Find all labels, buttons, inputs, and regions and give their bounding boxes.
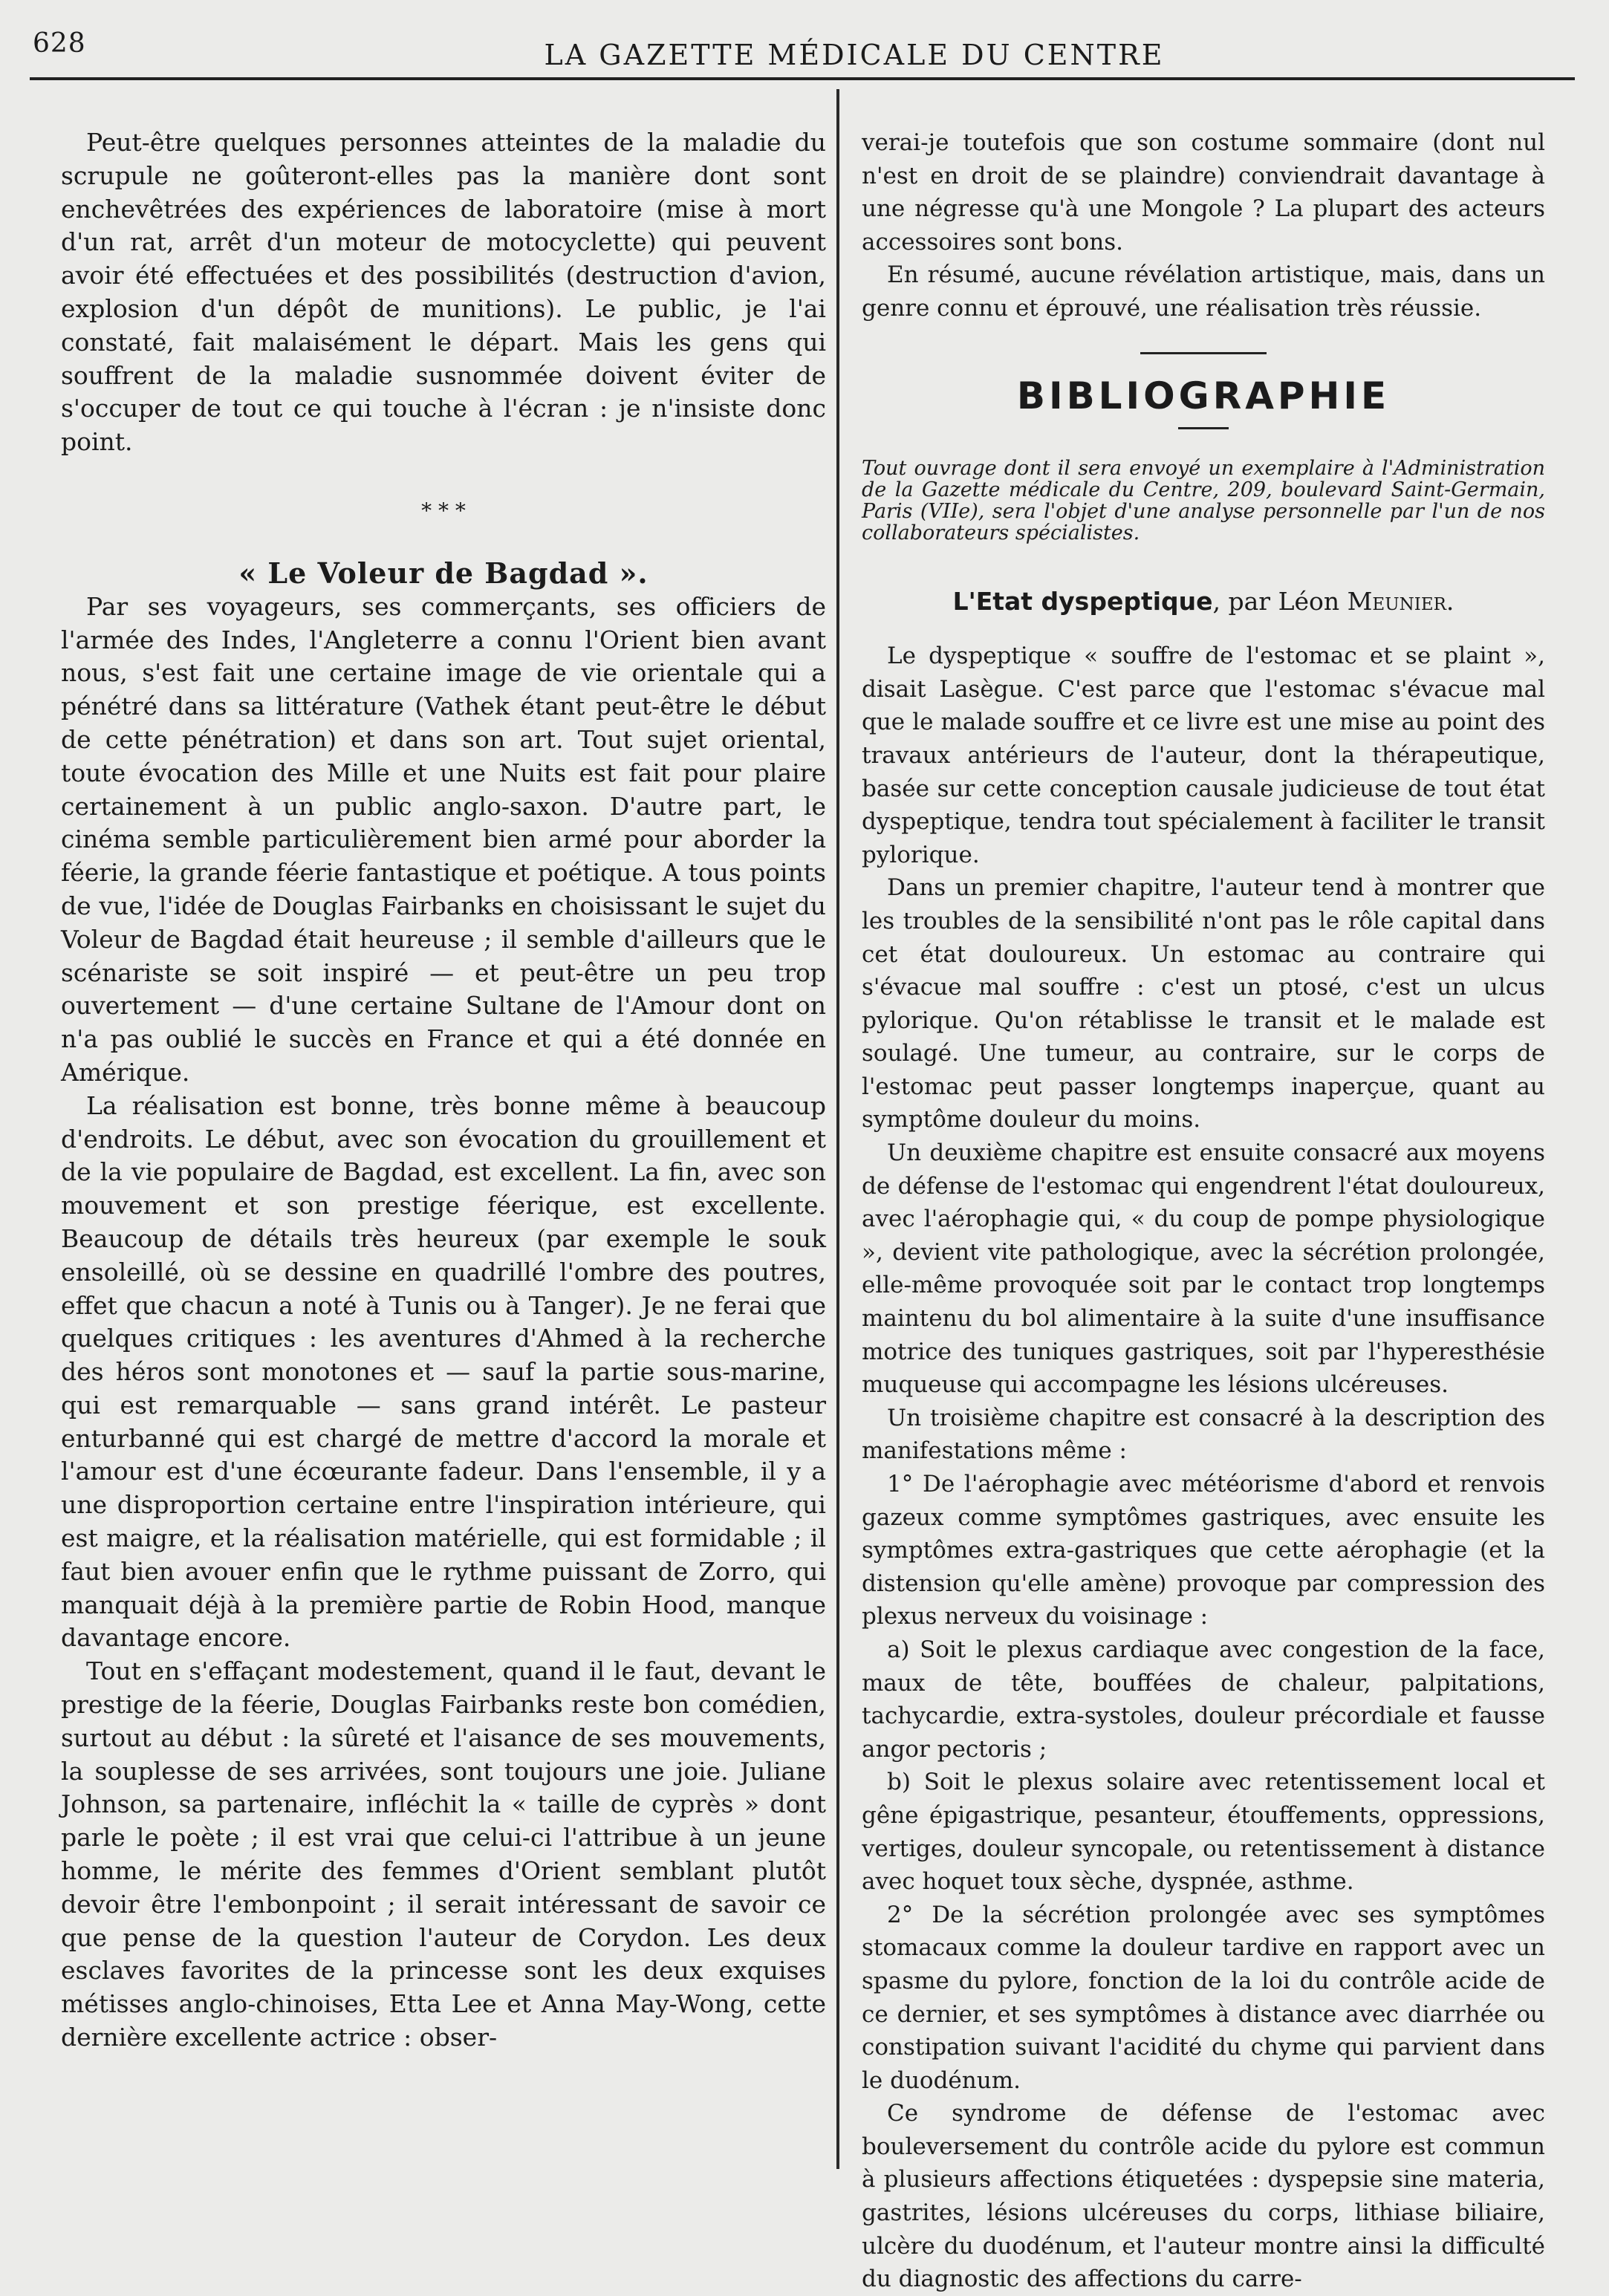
header-rule <box>30 77 1575 80</box>
section-separator-rule <box>1140 352 1267 354</box>
review-author-surname: Meunier. <box>1347 587 1454 617</box>
left-column <box>61 126 826 2055</box>
body-paragraph: Par ses voyageurs, ses commerçants, ses officiers de l'armée des Indes, l'Angleterre a connu l'Orient bien avant nous, s'est fait une certaine image de vie orientale qui a pénétré dans sa littérature (Vathek étant peut-être le début de cette pénétration) et dans son art. Tout sujet oriental, toute évocation des Mille et une Nuits est fait pour plaire certainement à un public anglo-saxon. D'autre part, le cinéma semble particulièrement bien armé pour aborder la féerie, la grande féerie fantastique et poétique. A tous points de vue, l'idée de Douglas Fairbanks en choisissant le sujet du Voleur de Bagdad était heureuse ; il semble d'ailleurs que le scénariste se soit inspiré — et peut-être un peu trop ouvertement — d'une certaine Sultane de l'Amour dont on n'a pas oublié le succès en France et qui a été donnée en Amérique. <box>61 591 826 1087</box>
column-divider <box>836 89 839 2169</box>
review-paragraph: Ce syndrome de défense de l'estomac avec bouleversement du contrôle acide du pylore est commun à plusieurs affections étiquetées : dyspepsie sine materia, gastrites, lésions ulcéreuses du corps, lithiase biliaire, ulcère du duodénum, et l'auteur montre ainsi la difficulté du diagnostic des affections du carre- <box>862 2100 1545 2293</box>
right-column <box>862 126 1545 2296</box>
body-paragraph: verai-je toutefois que son costume sommaire (dont nul n'est en droit de se plaindre) conviendrait davantage à une négresse qu'à une Mongole ? La plupart des acteurs accessoires sont bons. <box>862 129 1545 256</box>
review-paragraph: Le dyspeptique « souffre de l'estomac et se plaint », disait Lasègue. C'est parce que l'estomac s'évacue mal que le malade souffre et ce livre est une mise au point des travaux antérieurs de l'auteur, dont la thérapeutique, basée sur cette conception causale judicieuse de tout état dyspeptique, tendra tout spécialement à faciliter le transit pylorique. <box>862 643 1545 868</box>
body-paragraph: Tout en s'effaçant modestement, quand il le faut, devant le prestige de la féerie, Douglas Fairbanks reste bon comédien, surtout au début : la sûreté et l'aisance de ses mouvements, la souplesse de ses arrivées, sont toujours une joie. Juliane Johnson, sa partenaire, infléchit la « taille de cyprès » dont parle le poète ; il est vrai que celui-ci l'attribue à un jeune homme, le mérite des femmes d'Orient semblant plutôt devoir être l'embonpoint ; il serait intéressant de savoir ce que pense de la question l'auteur de Corydon. Les deux esclaves favorites de la princesse sont les deux exquises métisses anglo-chinoises, Etta Lee et Anna May-Wong, cette dernière excellente actrice : obser- <box>61 1656 826 2052</box>
section-title: BIBLIOGRAPHIE <box>1016 374 1391 417</box>
review-paragraph: Dans un premier chapitre, l'auteur tend à montrer que les troubles de la sensibilité n'ont pas le rôle capital dans cet état douloureux. Un estomac au contraire qui s'évacue mal souffre : c'est un ptosé, c'est un ulcus pylorique. Qu'on rétablisse le transit et le malade est soulagé. Une tumeur, au contraire, sur le corps de l'estomac peut passer longtemps inaperçue, quant au symptôme douleur du moins. <box>862 874 1545 1134</box>
submission-notice: Tout ouvrage dont il sera envoyé un exemplaire à l'Administration de la Gazette médicale du Centre, 209, boulevard Saint-Germain, Paris (VIIe), sera l'objet d'une analyse personnelle par l'un de nos collaborateurs spécialistes. <box>862 457 1545 545</box>
body-paragraph: En résumé, aucune révélation artistique, mais, dans un genre connu et éprouvé, une réalisation très réussie. <box>862 261 1545 322</box>
section-title-underline <box>1178 427 1229 429</box>
review-book-title: L'Etat dyspeptique <box>952 587 1213 617</box>
asterism-separator: * * * <box>421 498 466 523</box>
page-number: 628 <box>33 28 86 59</box>
review-paragraph: 2° De la sécrétion prolongée avec ses symptômes stomacaux comme la douleur tardive en rapport avec un spasme du pylore, fonction de la loi du contrôle acide de ce dernier, et ses symptômes à distance avec diarrhée ou constipation suivant l'acidité du chyme qui parvient dans le duodénum. <box>862 1901 1545 2094</box>
body-paragraph: La réalisation est bonne, très bonne même à beaucoup d'endroits. Le début, avec son évocation du grouillement et de la vie populaire de Bagdad, est excellent. La fin, avec son mouvement et son prestige féerique, est excellente. Beaucoup de détails très heureux (par exemple le souk ensoleillé, où se dessine en quadrillé l'ombre des poutres, effet que chacun a noté à Tunis ou à Tanger). Je ne ferai que quelques critiques : les aventures d'Ahmed à la recherche des héros sont monotones et — sauf la partie sous-marine, qui est remarquable — sans grand intérêt. Le pasteur enturbanné qui est chargé de mettre d'accord la morale et l'amour est d'une écœurante fadeur. Dans l'ensemble, il y a une disproportion certaine entre l'inspiration intérieure, qui est maigre, et la réalisation matérielle, qui est formidable ; il faut bien avouer enfin que le rythme puissant de Zorro, qui manquait déjà à la première partie de Robin Hood, manque davantage encore. <box>61 1090 826 1653</box>
review-paragraph: 1° De l'aérophagie avec météorisme d'abord et renvois gazeux comme symptômes gastriques, avec ensuite les symptômes extra-gastriques que cette aérophagie (et la distension qu'elle amène) provoque par compression des plexus nerveux du voisinage : <box>862 1471 1545 1630</box>
review-byline: , par Léon <box>1212 587 1340 617</box>
review-heading <box>862 585 1545 619</box>
body-paragraph: Peut-être quelques personnes atteintes de la maladie du scrupule ne goûteront-elles pas la manière dont sont enchevêtrées des expériences de laboratoire (mise à mort d'un rat, arrêt d'un moteur de motocyclette) qui peuvent avoir été effectuées et des possibilités (destruction d'avion, explosion d'un dépôt de munitions). Le public, je l'ai constaté, fait malaisément le départ. Mais les gens qui souffrent de la maladie susnommée doivent éviter de s'occuper de tout ce qui touche à l'écran : je n'insiste donc point. <box>61 128 826 457</box>
review-paragraph: a) Soit le plexus cardiaque avec congestion de la face, maux de tête, bouffées de chaleur, palpitations, tachycardie, extra-systoles, douleur précordiale et fausse angor pectoris ; <box>862 1636 1545 1763</box>
review-paragraph: b) Soit le plexus solaire avec retentissement local et gêne épigastrique, pesanteur, étouffements, oppressions, vertiges, douleur syncopale, ou retentissement à distance avec hoquet toux sèche, dyspnée, asthme. <box>862 1769 1545 1896</box>
running-head: LA GAZETTE MÉDICALE DU CENTRE <box>544 39 1165 71</box>
article-title: « Le Voleur de Bagdad ». <box>238 556 649 590</box>
review-paragraph: Un troisième chapitre est consacré à la description des manifestations même : <box>862 1404 1545 1465</box>
review-paragraph: Un deuxième chapitre est ensuite consacré aux moyens de défense de l'estomac qui engendrent l'état douloureux, avec l'aérophagie qui, « du coup de pompe physiologique », devient vite pathologique, avec la sécrétion prolongée, elle-même provoquée soit par le contact trop longtemps maintenu du bol alimentaire à la suite d'une insuffisance motrice des tuniques gastriques, soit par l'hyperesthésie muqueuse qui accompagne les lésions ulcéreuses. <box>862 1139 1545 1399</box>
